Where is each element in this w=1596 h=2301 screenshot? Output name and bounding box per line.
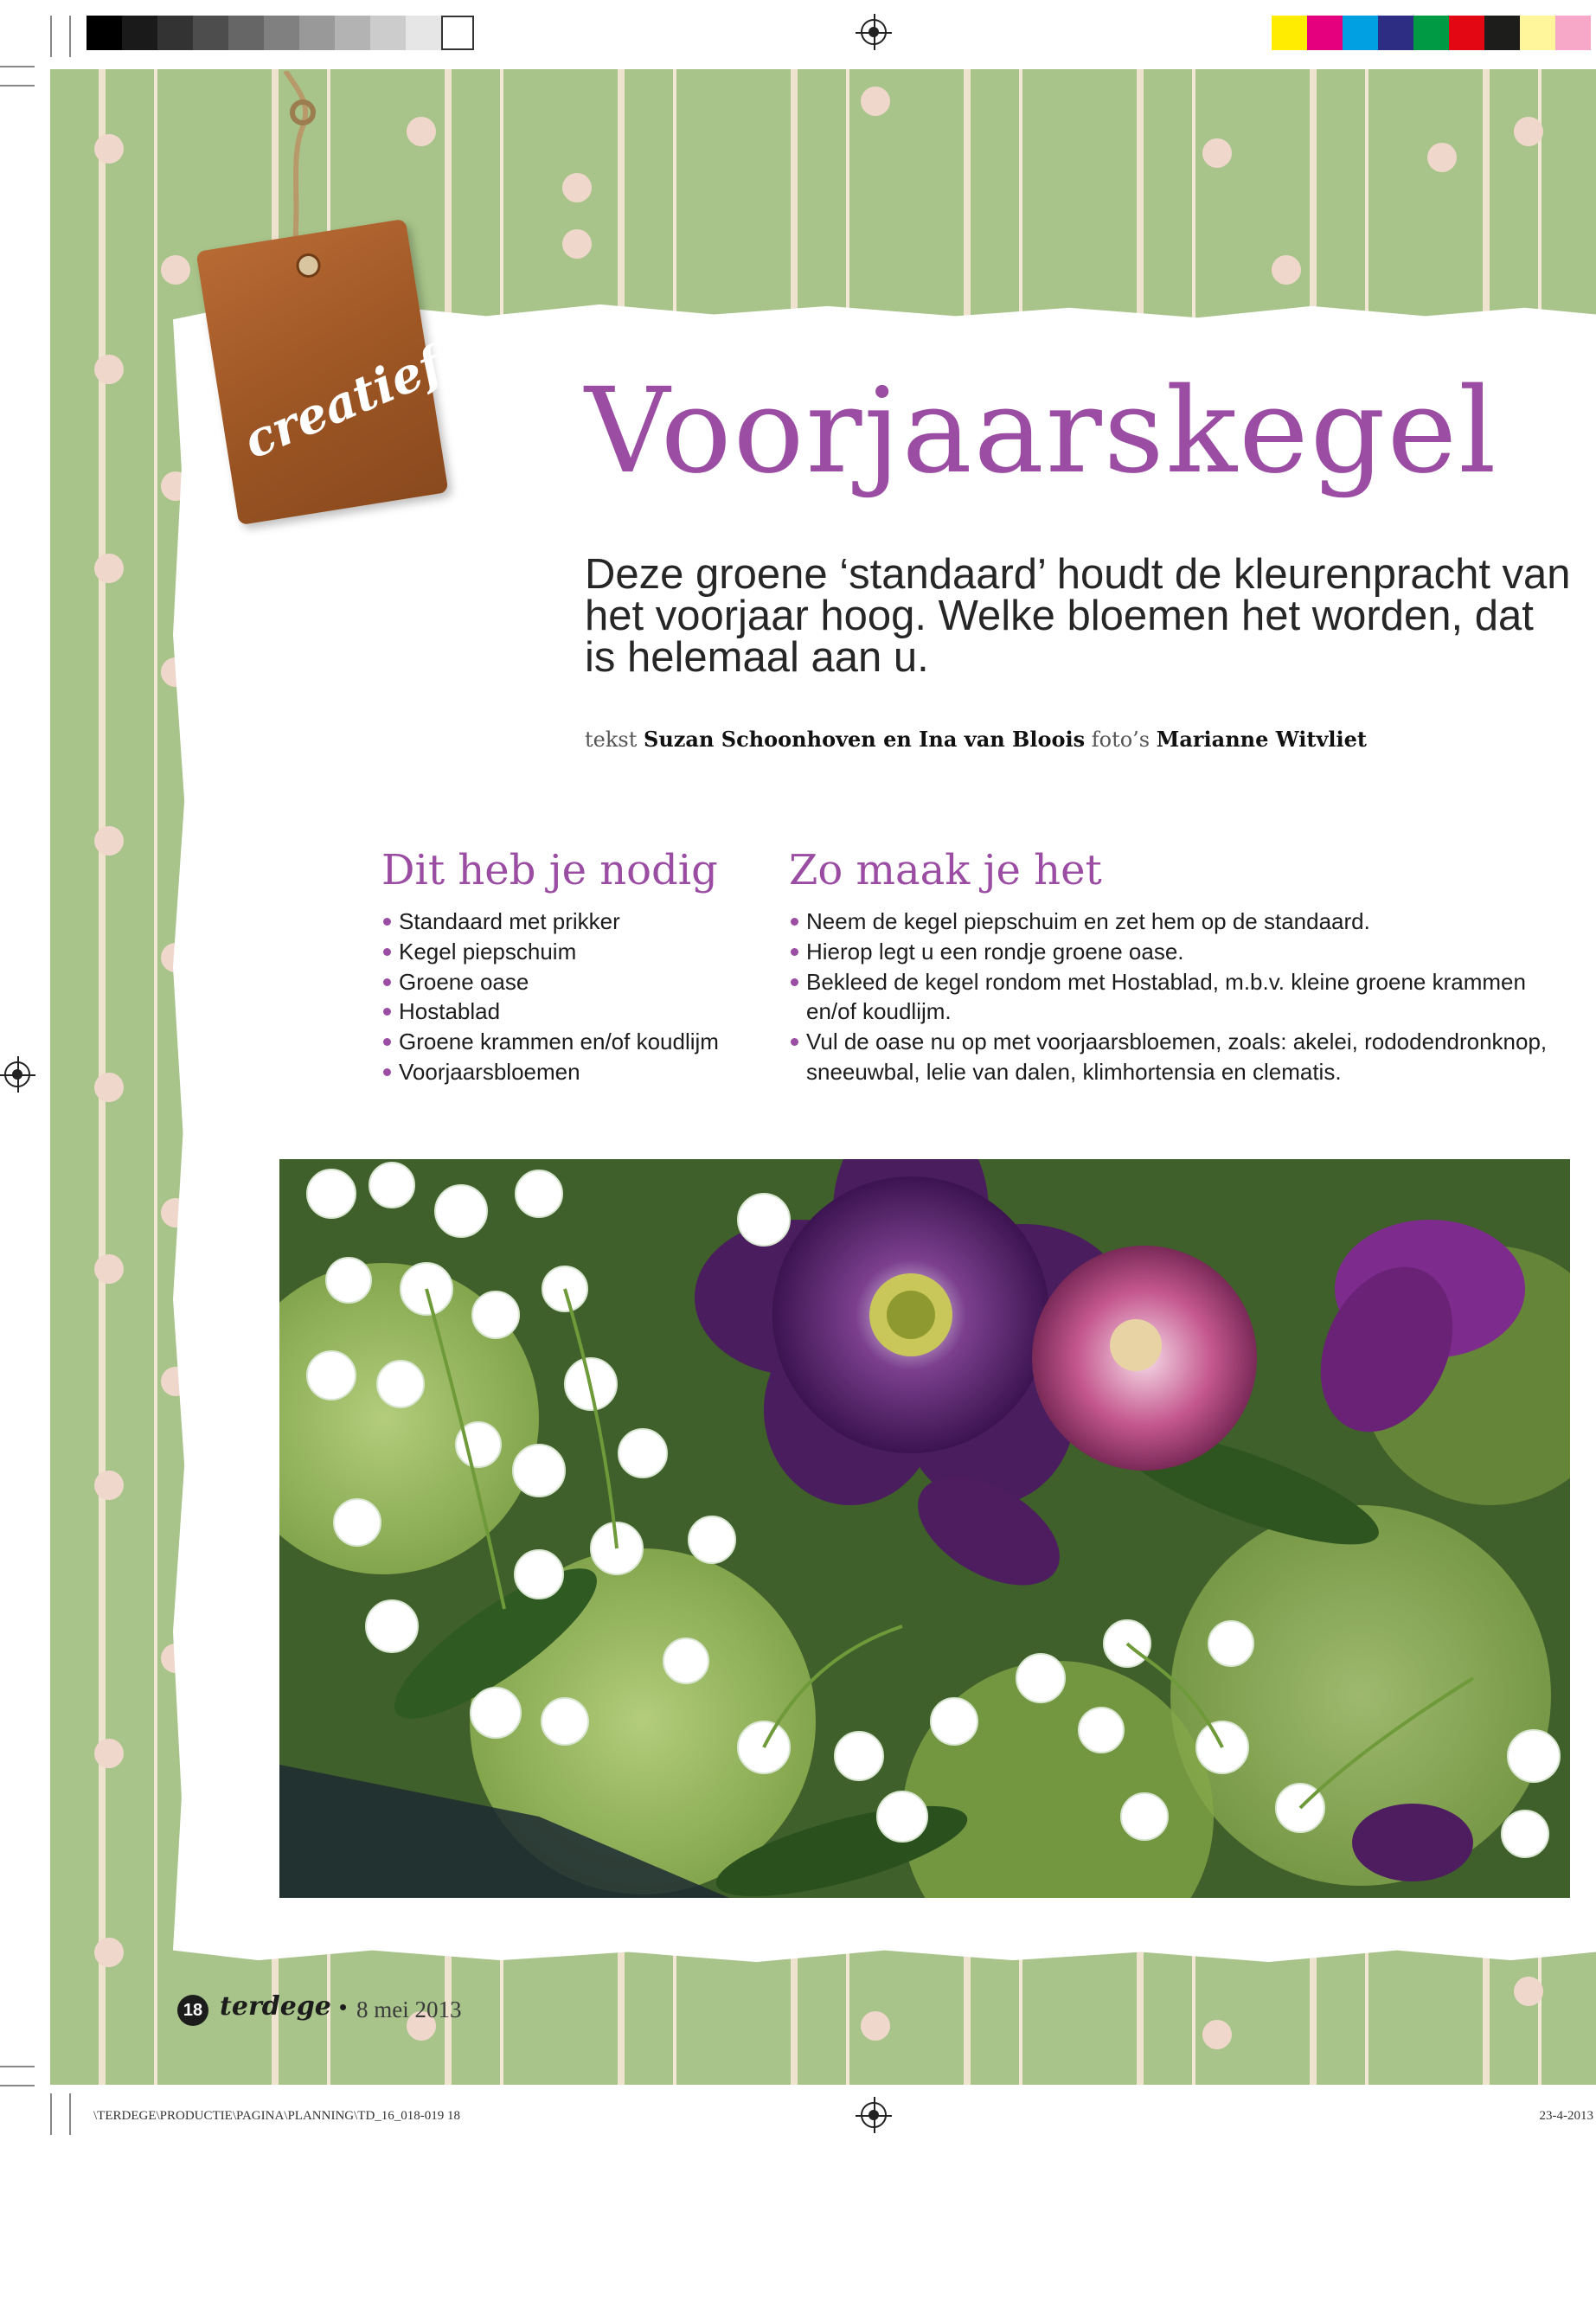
article-intro: Deze groene ‘standaard’ houdt de kleurenpracht van het voorjaar hoog. Welke bloemen het worden, dat is helemaal aan u. xyxy=(585,551,1571,681)
dot xyxy=(407,117,436,146)
list-item: Hierop legt u een rondje groene oase. xyxy=(789,937,1576,967)
list-item: Kegel piepschuim xyxy=(381,937,762,967)
steps-list xyxy=(789,907,1576,1087)
dot xyxy=(94,554,124,583)
registration-mark xyxy=(861,2102,887,2128)
dot xyxy=(94,134,124,163)
dot xyxy=(161,255,190,285)
article-credits xyxy=(585,727,1367,752)
steps-heading: Zo maak je het xyxy=(789,846,1102,894)
list-item: Vul de oase nu op met voorjaarsbloemen, zoals: akelei, rododendronknop, sneeuwbal, lelie van dalen, klimhortensia en clematis. xyxy=(789,1027,1576,1087)
dot xyxy=(1514,1977,1543,2006)
tag-hole xyxy=(295,252,323,279)
list-item: Standaard met prikker xyxy=(381,907,762,937)
page-number: 18 xyxy=(177,1995,208,2026)
dot xyxy=(94,826,124,856)
dot xyxy=(1427,143,1457,172)
needs-list xyxy=(381,907,762,1087)
credits-text-label: tekst xyxy=(585,727,638,752)
dot xyxy=(861,87,890,116)
credits-authors: Suzan Schoonhoven en Ina van Bloois xyxy=(644,727,1086,752)
list-item: Voorjaarsbloemen xyxy=(381,1057,762,1087)
dot xyxy=(562,229,592,259)
crop-mark xyxy=(50,2093,52,2135)
list-item: Groene krammen en/of koudlijm xyxy=(381,1027,762,1057)
credits-photographer: Marianne Witvliet xyxy=(1156,727,1367,752)
dot xyxy=(861,2011,890,2041)
dot xyxy=(94,355,124,384)
dot xyxy=(1202,2020,1232,2049)
list-item: Groene oase xyxy=(381,967,762,997)
dot xyxy=(94,1254,124,1284)
dot xyxy=(1202,138,1232,168)
dot xyxy=(1514,117,1543,146)
tag-label: creatief xyxy=(235,336,452,471)
dot xyxy=(1272,255,1301,285)
list-item: Bekleed de kegel rondom met Hostablad, m.b.v. kleine groene krammen en/of koudlijm. xyxy=(789,967,1576,1028)
crop-mark xyxy=(69,2093,71,2135)
flower-illustration xyxy=(279,1159,1570,1898)
flower-photo xyxy=(279,1159,1570,1898)
list-item: Neem de kegel piepschuim en zet hem op de standaard. xyxy=(789,907,1576,937)
dot xyxy=(94,1739,124,1768)
print-slug-path: \TERDEGE\PRODUCTIE\PAGINA\PLANNING\TD_16_018-019 18 xyxy=(93,2109,461,2123)
list-item: Hostablad xyxy=(381,997,762,1027)
article-title: Voorjaarskegel xyxy=(585,363,1498,500)
credits-photo-label: foto’s xyxy=(1091,727,1151,752)
dot xyxy=(94,1938,124,1967)
print-slug-date: 23-4-2013 xyxy=(1539,2109,1593,2123)
section-tag xyxy=(195,219,452,525)
dot xyxy=(562,173,592,202)
footer-separator: • xyxy=(339,1994,348,2020)
dot xyxy=(94,1471,124,1500)
dot xyxy=(94,1073,124,1102)
issue-date: 8 mei 2013 xyxy=(356,1997,462,2022)
brand-logo: terdege xyxy=(220,1991,331,2022)
needs-heading: Dit heb je nodig xyxy=(381,846,718,894)
